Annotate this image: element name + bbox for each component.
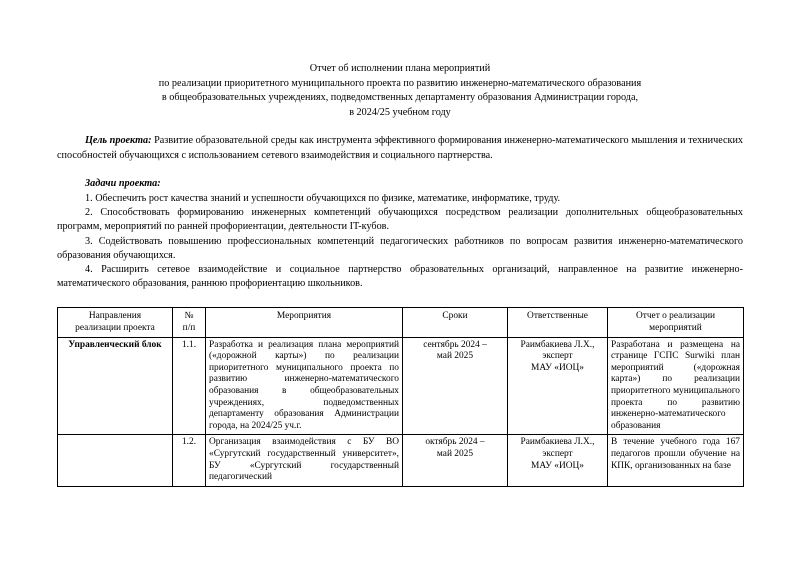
task-item-4: 4. Расширить сетевое взаимодействие и социальное партнерство образовательных организаций, направленное на развитие инженерно-математического образования, раннюю профориентацию школьников. [57,264,743,290]
column-header-report-line1: Отчет о реализации [635,311,716,322]
goal-paragraph [57,134,743,162]
cell-number: 1.2. [173,435,206,486]
cell-event: Разработка и реализация плана мероприятий («дорожной карты») по реализации приоритетного муниципального проекта по развитию инженерно-математического образования в общеобразовательных учреждениях, подведомственных департаменту образования Администрации города, на 2024/25 уч.г. [206,337,403,435]
tasks-list [57,192,743,291]
cell-report: В течение учебного года 167 педагогов прошли обучение на КПК, организованных на базе [608,435,744,486]
column-header-events: Мероприятия [206,308,403,337]
cell-responsible-line3: МАУ «ИОЦ» [531,460,584,471]
cell-responsible [508,435,608,486]
table-header [58,308,744,337]
cell-number: 1.1. [173,337,206,435]
column-header-number-line1: № [184,311,194,322]
column-header-terms: Сроки [403,308,508,337]
task-item-2: 2. Способствовать формированию инженерных компетенций обучающихся посредством реализации дополнительных общеобразовательных программ, мероприятий по ранней профориентации, деятельности IT-кубов. [57,207,743,233]
column-header-report [608,308,744,337]
task-item-3: 3. Содействовать повышению профессиональных компетенций педагогических работников по вопросам развития инженерно-математического образования обучающихся. [57,235,743,261]
task-item-1: 1. Обеспечить рост качества знаний и успешности обучающихся по физике, математике, информатике, труду. [85,192,561,204]
cell-term-line1: октябрь 2024 – [425,437,485,448]
table-header-row [58,308,744,337]
document-title [57,62,743,120]
title-line-1: Отчет об исполнении плана мероприятий [309,63,491,74]
cell-responsible-line3: МАУ «ИОЦ» [531,362,584,373]
column-header-direction [58,308,173,337]
cell-term [403,337,508,435]
cell-responsible-line2: эксперт [542,448,573,459]
title-line-2: по реализации приоритетного муниципального проекта по развитию инженерно-математического образования [158,77,642,89]
cell-responsible [508,337,608,435]
tasks-heading: Задачи проекта: [85,177,161,189]
cell-responsible-line1: Раимбакиева Л.Х., [520,437,595,448]
column-header-number [173,308,206,337]
action-plan-table [57,307,744,486]
tasks-section [57,177,743,292]
goal-section [57,134,743,162]
cell-term-line2: май 2025 [436,448,474,459]
column-header-number-line2: п/п [182,323,196,333]
cell-term [403,435,508,486]
document-body [57,0,743,487]
title-line-4: в 2024/25 учебном году [349,106,451,118]
table-row [58,337,744,435]
cell-report: Разработана и размещена на странице ГСПС Surwiki план мероприятий («дорожная карта») по реализации приоритетного муниципального проекта по развитию инженерно-математического образования [608,337,744,435]
table-row [58,435,744,486]
cell-event: Организация взаимодействия с БУ ВО «Сургутский государственный университет», БУ «Сургутский государственный педагогический [206,435,403,486]
column-header-responsible: Ответственные [508,308,608,337]
cell-responsible-line2: эксперт [542,351,573,362]
title-line-3: в общеобразовательных учреждениях, подведомственных департаменту образования Администрации города, [161,92,639,104]
column-header-report-line2: мероприятий [649,323,702,333]
cell-term-line2: май 2025 [436,351,474,362]
table-body [58,337,744,486]
goal-label: Цель проекта: [85,135,152,147]
cell-responsible-line1: Раимбакиева Л.Х., [520,339,595,350]
goal-text: Развитие образовательной среды как инструмента эффективного формирования инженерно-математического мышления и технических способностей обучающихся с использованием сетевого взаимодействия и социального партнерства. [57,135,743,161]
column-header-direction-line1: Направления [88,311,142,322]
cell-direction [58,435,173,486]
column-header-direction-line2: реализации проекта [75,323,155,333]
cell-direction: Управленческий блок [58,337,173,435]
cell-term-line1: сентябрь 2024 – [423,339,487,350]
